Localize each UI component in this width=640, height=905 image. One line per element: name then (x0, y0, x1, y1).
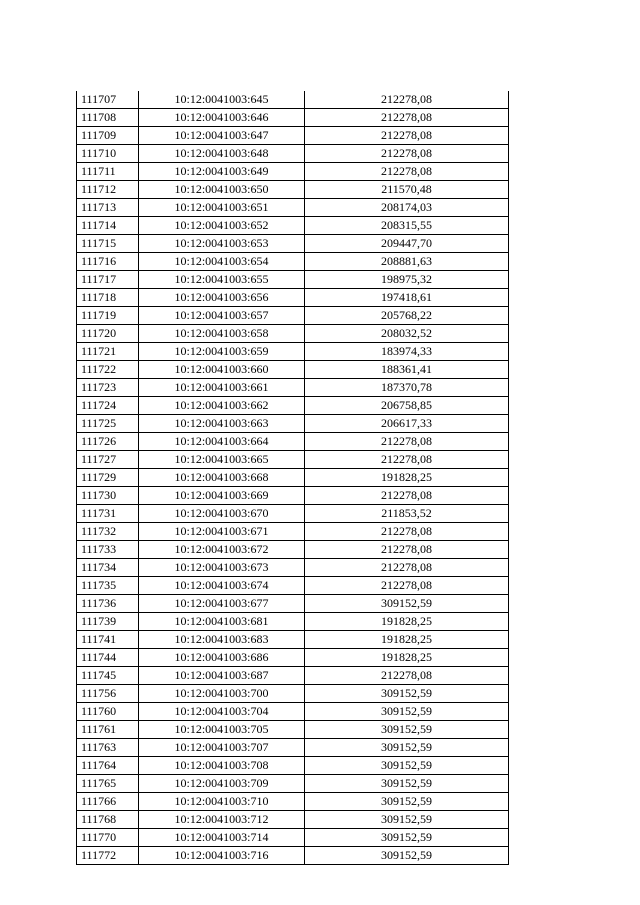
table-row (77, 613, 509, 631)
table-row (77, 721, 509, 739)
table-row (77, 199, 509, 217)
cadastral-number-cell: 10:12:0041003:672 (139, 541, 305, 559)
value-cell: 309152,59 (305, 739, 509, 757)
value-cell: 197418,61 (305, 289, 509, 307)
row-number-cell: 111761 (77, 721, 139, 739)
data-table (76, 91, 509, 865)
value-cell: 206758,85 (305, 397, 509, 415)
cadastral-number-cell: 10:12:0041003:663 (139, 415, 305, 433)
cadastral-number-cell: 10:12:0041003:714 (139, 829, 305, 847)
value-cell: 208881,63 (305, 253, 509, 271)
table-row (77, 451, 509, 469)
table-row (77, 685, 509, 703)
table-row (77, 703, 509, 721)
cadastral-number-cell: 10:12:0041003:716 (139, 847, 305, 865)
cadastral-number-cell: 10:12:0041003:709 (139, 775, 305, 793)
cadastral-number-cell: 10:12:0041003:658 (139, 325, 305, 343)
value-cell: 187370,78 (305, 379, 509, 397)
cadastral-number-cell: 10:12:0041003:653 (139, 235, 305, 253)
cadastral-number-cell: 10:12:0041003:645 (139, 91, 305, 109)
table-row (77, 379, 509, 397)
cadastral-number-cell: 10:12:0041003:686 (139, 649, 305, 667)
row-number-cell: 111770 (77, 829, 139, 847)
value-cell: 211570,48 (305, 181, 509, 199)
row-number-cell: 111772 (77, 847, 139, 865)
table-row (77, 595, 509, 613)
row-number-cell: 111766 (77, 793, 139, 811)
value-cell: 309152,59 (305, 721, 509, 739)
value-cell: 208174,03 (305, 199, 509, 217)
row-number-cell: 111723 (77, 379, 139, 397)
table-row (77, 235, 509, 253)
value-cell: 208315,55 (305, 217, 509, 235)
table-row (77, 487, 509, 505)
row-number-cell: 111709 (77, 127, 139, 145)
cadastral-number-cell: 10:12:0041003:654 (139, 253, 305, 271)
value-cell: 212278,08 (305, 559, 509, 577)
value-cell: 191828,25 (305, 649, 509, 667)
table-row (77, 775, 509, 793)
table-body (77, 91, 509, 865)
value-cell: 205768,22 (305, 307, 509, 325)
table-row (77, 253, 509, 271)
cadastral-number-cell: 10:12:0041003:707 (139, 739, 305, 757)
table-row (77, 361, 509, 379)
row-number-cell: 111708 (77, 109, 139, 127)
table-row (77, 793, 509, 811)
table-row (77, 523, 509, 541)
row-number-cell: 111732 (77, 523, 139, 541)
row-number-cell: 111764 (77, 757, 139, 775)
value-cell: 212278,08 (305, 433, 509, 451)
row-number-cell: 111722 (77, 361, 139, 379)
value-cell: 212278,08 (305, 91, 509, 109)
value-cell: 191828,25 (305, 613, 509, 631)
table-row (77, 91, 509, 109)
table-row (77, 631, 509, 649)
table-row (77, 181, 509, 199)
value-cell: 309152,59 (305, 595, 509, 613)
cadastral-number-cell: 10:12:0041003:651 (139, 199, 305, 217)
row-number-cell: 111736 (77, 595, 139, 613)
table-row (77, 325, 509, 343)
cadastral-number-cell: 10:12:0041003:665 (139, 451, 305, 469)
table-row (77, 811, 509, 829)
table-row (77, 145, 509, 163)
cadastral-number-cell: 10:12:0041003:669 (139, 487, 305, 505)
value-cell: 212278,08 (305, 667, 509, 685)
table-row (77, 757, 509, 775)
row-number-cell: 111734 (77, 559, 139, 577)
row-number-cell: 111721 (77, 343, 139, 361)
value-cell: 212278,08 (305, 109, 509, 127)
value-cell: 309152,59 (305, 829, 509, 847)
value-cell: 309152,59 (305, 811, 509, 829)
row-number-cell: 111720 (77, 325, 139, 343)
table-row (77, 307, 509, 325)
table-row (77, 343, 509, 361)
row-number-cell: 111733 (77, 541, 139, 559)
row-number-cell: 111735 (77, 577, 139, 595)
table-row (77, 829, 509, 847)
cadastral-number-cell: 10:12:0041003:662 (139, 397, 305, 415)
cadastral-number-cell: 10:12:0041003:671 (139, 523, 305, 541)
row-number-cell: 111763 (77, 739, 139, 757)
row-number-cell: 111739 (77, 613, 139, 631)
row-number-cell: 111729 (77, 469, 139, 487)
cadastral-number-cell: 10:12:0041003:687 (139, 667, 305, 685)
row-number-cell: 111719 (77, 307, 139, 325)
cadastral-number-cell: 10:12:0041003:661 (139, 379, 305, 397)
row-number-cell: 111756 (77, 685, 139, 703)
row-number-cell: 111707 (77, 91, 139, 109)
row-number-cell: 111713 (77, 199, 139, 217)
table-row (77, 217, 509, 235)
table-row (77, 847, 509, 865)
row-number-cell: 111712 (77, 181, 139, 199)
value-cell: 212278,08 (305, 577, 509, 595)
value-cell: 212278,08 (305, 163, 509, 181)
cadastral-number-cell: 10:12:0041003:660 (139, 361, 305, 379)
row-number-cell: 111716 (77, 253, 139, 271)
cadastral-number-cell: 10:12:0041003:655 (139, 271, 305, 289)
table-row (77, 433, 509, 451)
cadastral-number-cell: 10:12:0041003:670 (139, 505, 305, 523)
value-cell: 208032,52 (305, 325, 509, 343)
table-row (77, 163, 509, 181)
table-row (77, 271, 509, 289)
row-number-cell: 111714 (77, 217, 139, 235)
row-number-cell: 111765 (77, 775, 139, 793)
cadastral-number-cell: 10:12:0041003:683 (139, 631, 305, 649)
cadastral-number-cell: 10:12:0041003:652 (139, 217, 305, 235)
value-cell: 212278,08 (305, 145, 509, 163)
row-number-cell: 111711 (77, 163, 139, 181)
cadastral-number-cell: 10:12:0041003:647 (139, 127, 305, 145)
cadastral-number-cell: 10:12:0041003:649 (139, 163, 305, 181)
value-cell: 209447,70 (305, 235, 509, 253)
value-cell: 212278,08 (305, 523, 509, 541)
table-row (77, 541, 509, 559)
cadastral-number-cell: 10:12:0041003:657 (139, 307, 305, 325)
cadastral-number-cell: 10:12:0041003:646 (139, 109, 305, 127)
row-number-cell: 111710 (77, 145, 139, 163)
table-row (77, 469, 509, 487)
table-row (77, 289, 509, 307)
cadastral-number-cell: 10:12:0041003:710 (139, 793, 305, 811)
row-number-cell: 111730 (77, 487, 139, 505)
cadastral-number-cell: 10:12:0041003:673 (139, 559, 305, 577)
cadastral-number-cell: 10:12:0041003:664 (139, 433, 305, 451)
value-cell: 309152,59 (305, 685, 509, 703)
cadastral-number-cell: 10:12:0041003:659 (139, 343, 305, 361)
value-cell: 212278,08 (305, 487, 509, 505)
table-row (77, 649, 509, 667)
value-cell: 309152,59 (305, 775, 509, 793)
cadastral-number-cell: 10:12:0041003:700 (139, 685, 305, 703)
row-number-cell: 111726 (77, 433, 139, 451)
cadastral-number-cell: 10:12:0041003:650 (139, 181, 305, 199)
cadastral-number-cell: 10:12:0041003:656 (139, 289, 305, 307)
value-cell: 191828,25 (305, 631, 509, 649)
row-number-cell: 111744 (77, 649, 139, 667)
value-cell: 188361,41 (305, 361, 509, 379)
cadastral-number-cell: 10:12:0041003:648 (139, 145, 305, 163)
cadastral-number-cell: 10:12:0041003:674 (139, 577, 305, 595)
table-row (77, 109, 509, 127)
cadastral-number-cell: 10:12:0041003:668 (139, 469, 305, 487)
table-row (77, 415, 509, 433)
value-cell: 211853,52 (305, 505, 509, 523)
value-cell: 198975,32 (305, 271, 509, 289)
value-cell: 212278,08 (305, 541, 509, 559)
value-cell: 309152,59 (305, 703, 509, 721)
row-number-cell: 111727 (77, 451, 139, 469)
value-cell: 212278,08 (305, 127, 509, 145)
value-cell: 206617,33 (305, 415, 509, 433)
table-row (77, 739, 509, 757)
table-row (77, 397, 509, 415)
cadastral-number-cell: 10:12:0041003:704 (139, 703, 305, 721)
cadastral-number-cell: 10:12:0041003:677 (139, 595, 305, 613)
row-number-cell: 111745 (77, 667, 139, 685)
row-number-cell: 111715 (77, 235, 139, 253)
table-row (77, 505, 509, 523)
table-row (77, 577, 509, 595)
table-row (77, 559, 509, 577)
value-cell: 309152,59 (305, 793, 509, 811)
row-number-cell: 111731 (77, 505, 139, 523)
cadastral-number-cell: 10:12:0041003:708 (139, 757, 305, 775)
value-cell: 183974,33 (305, 343, 509, 361)
cadastral-number-cell: 10:12:0041003:712 (139, 811, 305, 829)
row-number-cell: 111741 (77, 631, 139, 649)
row-number-cell: 111768 (77, 811, 139, 829)
table-row (77, 667, 509, 685)
row-number-cell: 111724 (77, 397, 139, 415)
cadastral-number-cell: 10:12:0041003:705 (139, 721, 305, 739)
row-number-cell: 111718 (77, 289, 139, 307)
value-cell: 191828,25 (305, 469, 509, 487)
row-number-cell: 111725 (77, 415, 139, 433)
value-cell: 309152,59 (305, 757, 509, 775)
value-cell: 212278,08 (305, 451, 509, 469)
value-cell: 309152,59 (305, 847, 509, 865)
table-row (77, 127, 509, 145)
row-number-cell: 111717 (77, 271, 139, 289)
cadastral-number-cell: 10:12:0041003:681 (139, 613, 305, 631)
row-number-cell: 111760 (77, 703, 139, 721)
